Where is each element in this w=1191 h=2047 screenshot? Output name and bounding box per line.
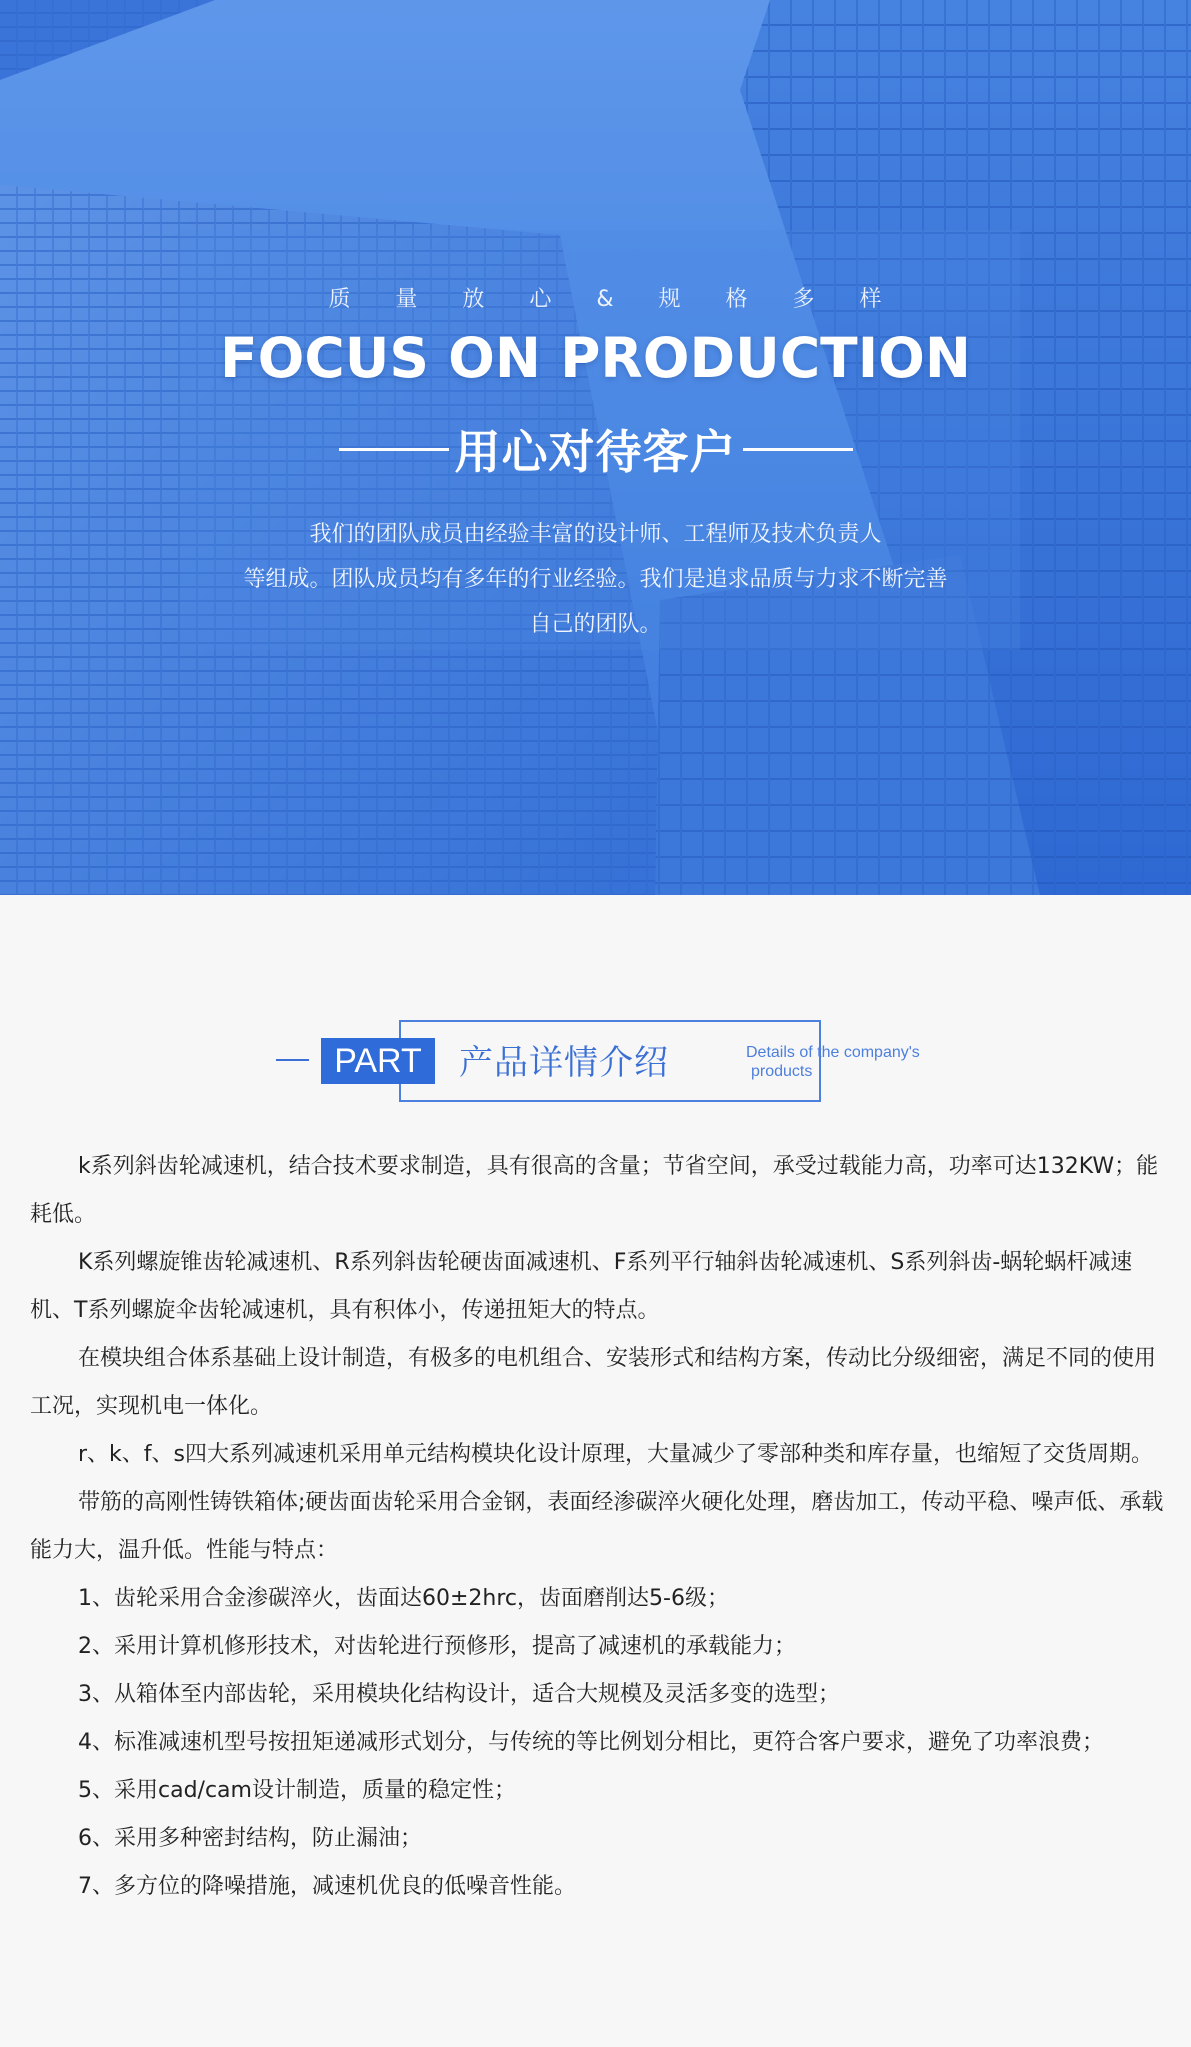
- hero-subheading: 用心对待客户: [454, 425, 737, 479]
- hero-banner: [0, 0, 1191, 895]
- hero-tagline: 质 量 放 心 & 规 格 多 样: [328, 287, 901, 312]
- left-rule: [339, 448, 449, 451]
- feature-item: 5、采用cad/cam设计制造，质量的稳定性；: [78, 1778, 516, 1803]
- feature-item: 6、采用多种密封结构，防止漏油；: [78, 1826, 422, 1851]
- paragraph: 带筋的高刚性铸铁箱体;硬齿面齿轮采用合金钢，表面经渗碳淬火硬化处理，磨齿加工，传动平稳、噪声低、承载能力大，温升低。性能与特点：: [30, 1490, 1164, 1563]
- section-subtitle-line: products: [751, 1063, 813, 1080]
- paragraph: 在模块组合体系基础上设计制造，有极多的电机组合、安装形式和结构方案，传动比分级细密，满足不同的使用工况，实现机电一体化。: [30, 1346, 1157, 1419]
- paragraph: r、k、f、s四大系列减速机采用单元结构模块化设计原理，大量减少了零部种类和库存量，也缩短了交货周期。: [78, 1442, 1153, 1467]
- paragraph: K系列螺旋锥齿轮减速机、R系列斜齿轮硬齿面减速机、F系列平行轴斜齿轮减速机、S系列斜齿-蜗轮蜗杆减速机、T系列螺旋伞齿轮减速机，具有积体小，传递扭矩大的特点。: [30, 1250, 1133, 1323]
- section-subtitle: [746, 1043, 946, 1081]
- feature-item: 7、多方位的降噪措施，减速机优良的低噪音性能。: [78, 1874, 576, 1899]
- feature-item: 2、采用计算机修形技术，对齿轮进行预修形，提高了减速机的承载能力；: [78, 1634, 796, 1659]
- paragraph: k系列斜齿轮减速机，结合技术要求制造，具有很高的含量；节省空间，承受过载能力高，功率可达132KW；能耗低。: [30, 1154, 1159, 1227]
- section-subtitle-line: Details of the company's: [746, 1044, 920, 1061]
- hero-headline: FOCUS ON PRODUCTION: [220, 326, 971, 390]
- hero-intro-line: 等组成。团队成员均有多年的行业经验。我们是追求品质与力求不断完善: [243, 567, 948, 592]
- header-dash: [276, 1059, 309, 1061]
- right-rule: [743, 448, 853, 451]
- feature-item: 1、齿轮采用合金渗碳淬火，齿面达60±2hrc，齿面磨削达5-6级；: [78, 1586, 729, 1611]
- hero-subheading-row: [0, 419, 1191, 479]
- hero-intro: [0, 512, 1191, 647]
- hero-intro-line: 自己的团队。: [529, 612, 662, 637]
- hero-intro-line: 我们的团队成员由经验丰富的设计师、工程师及技术负责人: [309, 522, 882, 547]
- feature-item: 4、标准减速机型号按扭矩递减形式划分，与传统的等比例划分相比，更符合客户要求，避免了功率浪费；: [78, 1730, 1105, 1755]
- feature-item: 3、从箱体至内部齿轮，采用模块化结构设计，适合大规模及灵活多变的选型；: [78, 1682, 840, 1707]
- section-title: 产品详情介绍: [459, 1043, 669, 1083]
- section-header: [276, 1018, 946, 1102]
- product-description: [30, 1143, 1170, 1911]
- part-badge: PART: [321, 1038, 435, 1084]
